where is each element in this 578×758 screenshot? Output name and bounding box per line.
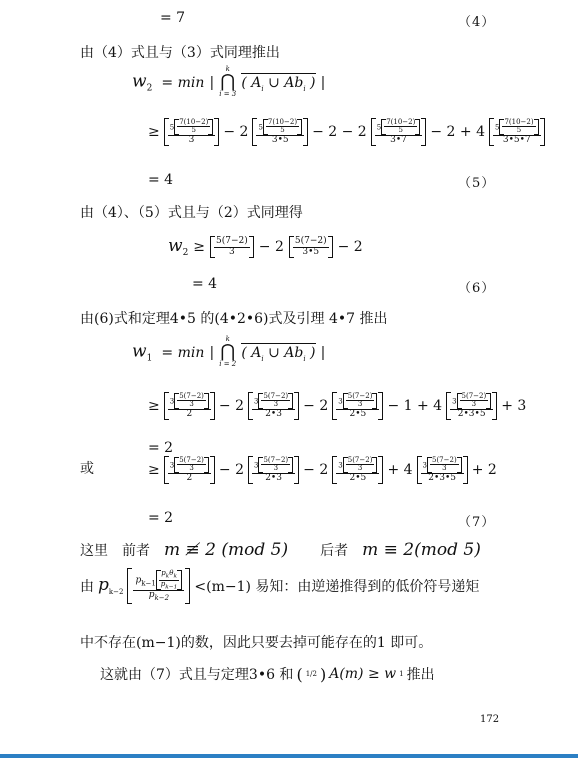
r4-inner-1: [174, 457, 209, 473]
r3-frac-3: [336, 393, 379, 419]
r3-frac-2: [252, 393, 295, 419]
equation-number-7: （7）: [458, 515, 496, 530]
r4-bracket-2: [248, 456, 299, 484]
w2-subscript: 2: [146, 83, 153, 94]
t1-coef: 5: [169, 123, 175, 132]
t3-inner-den: 5: [398, 126, 403, 135]
p-den-sub: k−2: [154, 593, 170, 602]
r4-frac-3: [336, 457, 379, 483]
by-label: 由: [80, 579, 94, 596]
w1-sub-c: 1: [399, 670, 404, 678]
r3-coef-4: 3: [452, 397, 457, 406]
t4-inner-num: 7(10−2): [504, 118, 534, 126]
union-left-b: ( A: [241, 344, 262, 361]
frac-a: [214, 237, 250, 257]
p-den-p: p: [148, 590, 155, 600]
minus-2: − 2: [223, 124, 249, 141]
r3-bracket-1: [164, 392, 215, 420]
min-label-b: = min: [161, 344, 205, 361]
union-index-b: i: [261, 354, 264, 363]
t2-inner: [263, 119, 302, 135]
r4-inner-num-4: 5(7−2): [432, 456, 457, 464]
w2-symbol: w: [132, 71, 147, 92]
union-index-b2: i: [303, 354, 306, 363]
bracket-term-4: [489, 118, 545, 146]
r3-inner-den-3: 3: [357, 400, 363, 409]
t3-inner-num: 7(10−2): [386, 118, 416, 126]
cap-superscript: k: [225, 65, 230, 73]
r3-end: + 3: [501, 398, 527, 415]
t1-inner-den: 5: [191, 126, 197, 135]
bracket-b: [289, 236, 333, 258]
overlined-union-b: [241, 343, 315, 361]
r3-inner-den-2: 3: [273, 400, 279, 409]
ge-symbol-b: ≥: [193, 239, 206, 256]
minus-terms: − 2 − 2: [312, 124, 367, 141]
overlined-union: [241, 73, 315, 91]
r4-inner-num-3: 5(7−2): [347, 456, 373, 464]
ge-symbol: ≥: [148, 124, 160, 141]
p-inner-sub: k: [165, 573, 170, 580]
r3-op-2: − 2: [303, 398, 329, 415]
r3-inner-num-1: 5(7−2): [179, 392, 204, 400]
term-4-fraction: [493, 119, 541, 145]
r4-bracket-1: [164, 456, 215, 484]
eq-result-2a: = 2: [148, 440, 174, 456]
union-mid: ∪ Ab: [263, 74, 304, 91]
mod-condition-b: m ≡ 2(mod 5): [362, 540, 481, 560]
w2-symbol-b: w: [168, 236, 183, 256]
min-label: = min: [161, 74, 205, 91]
r4-den-1: 2: [186, 472, 193, 483]
r4-inner-3: [343, 457, 378, 473]
inequality-row-1: [148, 118, 545, 146]
r4-coef-4: 3: [422, 461, 427, 470]
ge-symbol-d: ≥: [148, 462, 160, 479]
w2-subscript-b: 2: [182, 248, 189, 259]
paragraph-text: 中不存在(m−1)的数，因此只要去掉可能存在的1 即可。: [80, 635, 433, 651]
r4-coef-2: 3: [254, 461, 259, 470]
frac-b-den: 3•5: [302, 246, 320, 257]
r4-bracket-4: [417, 456, 468, 484]
r4-inner-den-4: 3: [442, 464, 447, 473]
page-number: 172: [480, 714, 500, 725]
t1-inner: [174, 119, 213, 135]
r3-inner-1: [174, 393, 209, 409]
r4-den-4: 2•3•5: [428, 472, 457, 483]
r3-bracket-3: [332, 392, 383, 420]
r4-op-1: − 2: [218, 462, 244, 479]
r3-op-3: − 1 + 4: [387, 398, 443, 415]
inequality-row-3: [148, 392, 526, 420]
intersection-operator: k ⋂ i = 3: [219, 65, 237, 98]
w2-formula: $w_2 = \min$ | k ⋂ i = 3 ( $A_i$ ∪ $Ab_i$ ) |: [132, 65, 326, 98]
p-bracket: [127, 568, 190, 604]
p-inner-den-sub: k−1: [165, 583, 178, 590]
frac-b: [293, 237, 329, 257]
conclusion-line: 这就由（7）式且与定理3•6 和 ( 1/2 ) A(m) ≥ w 1 推出: [100, 664, 435, 684]
t2-den: 3•5: [271, 134, 289, 145]
r4-den-2: 2•3: [265, 472, 282, 483]
minus-plus-terms: − 2 + 4: [430, 124, 485, 141]
paragraph-text: 由(6)式和定理4•5 的(4•2•6)式及引理 4•7 推出: [80, 311, 388, 327]
r4-inner-den-3: 3: [357, 464, 363, 473]
r4-frac-4: [421, 457, 464, 483]
equation-number-6: （6）: [458, 281, 496, 296]
t2-inner-den: 5: [280, 126, 285, 135]
cap-subscript-b: i = 2: [219, 360, 237, 368]
here-label: 这里: [80, 543, 108, 559]
eq-result-7: = 7: [160, 10, 186, 26]
r4-op-3: + 4: [387, 462, 413, 479]
p-num-sub: k−1: [141, 579, 156, 588]
w1-symbol: w: [132, 341, 147, 362]
union-right: ): [305, 74, 316, 91]
eq-result-4a: = 4: [148, 172, 174, 188]
t4-inner: [499, 119, 538, 135]
t4-inner-den: 5: [516, 126, 522, 135]
equation-number-4: （4）: [458, 15, 496, 30]
mod-condition-a: m ≢ 2 (mod 5): [164, 540, 289, 560]
a-of-m-inequality: A(m) ≥ w: [329, 666, 397, 682]
r3-inner-4: [457, 393, 492, 409]
r4-frac-2: [252, 457, 295, 483]
bracket-term-3: [371, 118, 427, 146]
t2-coef: 5: [258, 123, 263, 132]
r4-op-2: − 2: [303, 462, 329, 479]
cap-superscript-b: k: [225, 335, 230, 343]
r3-frac-4: [450, 393, 493, 419]
frac-a-num: 5(7−2): [216, 236, 248, 247]
r3-bracket-2: [248, 392, 299, 420]
p-inner-bracket: [156, 570, 183, 590]
r3-coef-3: 3: [338, 397, 343, 406]
w1-formula: $w_1 = \min$ | k ⋂ i = 2 ( $A_i$ ∪ $Ab_i$ ) |: [132, 335, 326, 368]
term-3-fraction: [375, 119, 423, 145]
t4-den: 3•5•7: [502, 134, 531, 145]
p-num-p: p: [135, 575, 142, 586]
mod-conditions-line: [80, 540, 481, 560]
t3-inner: [381, 119, 420, 135]
term-2-fraction: [256, 119, 304, 145]
t1-inner-num: 7(10−2): [179, 118, 209, 126]
r3-den-3: 2•5: [349, 408, 367, 419]
cap-subscript: i = 3: [219, 90, 237, 98]
r4-inner-2: [258, 457, 293, 473]
theta-symbol: θ: [169, 569, 174, 577]
or-label: 或: [80, 461, 94, 477]
r3-den-1: 2: [186, 408, 193, 419]
equation-number-5: （5）: [458, 176, 496, 191]
union-index: i: [261, 84, 264, 93]
union-left: ( A: [241, 74, 262, 91]
p-formula-line: [80, 568, 479, 604]
r3-frac-1: [168, 393, 211, 419]
conclusion-text-2: 推出: [406, 667, 435, 683]
p-inner-p: p: [161, 569, 166, 577]
ge-symbol-c: ≥: [148, 398, 160, 415]
r4-den-3: 2•5: [349, 472, 367, 483]
p-inner-den-p: p: [160, 579, 166, 588]
t4-coef: 5: [494, 123, 500, 132]
r4-end: + 2: [471, 462, 497, 479]
r4-inner-num-1: 5(7−2): [179, 456, 204, 464]
r3-op-1: − 2: [218, 398, 244, 415]
p-subscript: k−2: [108, 588, 124, 597]
r4-inner-num-2: 5(7−2): [263, 456, 289, 464]
inequality-row-4: [148, 456, 497, 484]
latter-label: 后者: [320, 543, 349, 559]
t1-den: 3: [188, 134, 195, 145]
half-fraction: 1/2: [305, 670, 317, 678]
r3-inner-num-2: 5(7−2): [263, 392, 289, 400]
r3-inner-den-4: 3: [471, 400, 477, 409]
t2-inner-num: 7(10−2): [267, 118, 298, 126]
r3-den-4: 2•3•5: [457, 408, 486, 419]
r3-inner-2: [258, 393, 293, 409]
r4-bracket-3: [332, 456, 383, 484]
bracket-term-1: [164, 118, 220, 146]
r3-inner-den-1: 3: [189, 400, 194, 409]
r3-inner-3: [343, 393, 378, 409]
p-fraction: [133, 570, 184, 602]
r4-inner-den-1: 3: [189, 464, 194, 473]
w1-subscript: 1: [146, 353, 153, 364]
r3-coef-1: 3: [169, 397, 175, 406]
r4-inner-den-2: 3: [273, 464, 279, 473]
intersection-operator-b: k ⋂ i = 2: [219, 335, 237, 368]
r4-frac-1: [168, 457, 211, 483]
r4-coef-3: 3: [338, 461, 343, 470]
p-symbol: p: [98, 575, 109, 596]
bracket-term-2: [252, 118, 308, 146]
t3-coef: 5: [376, 123, 382, 132]
footer-divider: [0, 754, 578, 758]
union-right-b: ): [305, 344, 316, 361]
paragraph-text: 由（4）式且与（3）式同理推出: [80, 45, 280, 61]
frac-a-den: 3: [229, 246, 235, 257]
former-label: 前者: [122, 543, 150, 559]
conclusion-text-1: 这就由（7）式且与定理3•6 和: [100, 667, 294, 683]
r3-inner-num-4: 5(7−2): [461, 392, 487, 400]
r4-coef-1: 3: [169, 461, 175, 470]
union-index-2: i: [303, 84, 306, 93]
paragraph-text: 由（4）、（5）式且与（2）式同理得: [80, 205, 303, 221]
union-mid-b: ∪ Ab: [263, 344, 304, 361]
w2-inequality: [168, 236, 363, 258]
r3-den-2: 2•3: [265, 408, 282, 419]
r3-coef-2: 3: [254, 397, 259, 406]
r3-inner-num-3: 5(7−2): [347, 392, 373, 400]
inverse-recursion-text: <(m−1) 易知：由逆递推得到的低价符号递矩: [194, 579, 480, 596]
minus-2-end: − 2: [337, 239, 363, 256]
bracket-a: [210, 236, 254, 258]
frac-b-num: 5(7−2): [294, 236, 327, 247]
r4-inner-4: [427, 457, 462, 473]
r3-bracket-4: [446, 392, 497, 420]
theta-sub: k: [173, 573, 177, 580]
eq-result-2b: = 2: [148, 510, 174, 526]
t3-den: 3•7: [390, 134, 407, 145]
eq-result-4b: = 4: [192, 276, 218, 292]
minus-2-b: − 2: [258, 239, 284, 256]
term-1-fraction: [168, 119, 216, 145]
